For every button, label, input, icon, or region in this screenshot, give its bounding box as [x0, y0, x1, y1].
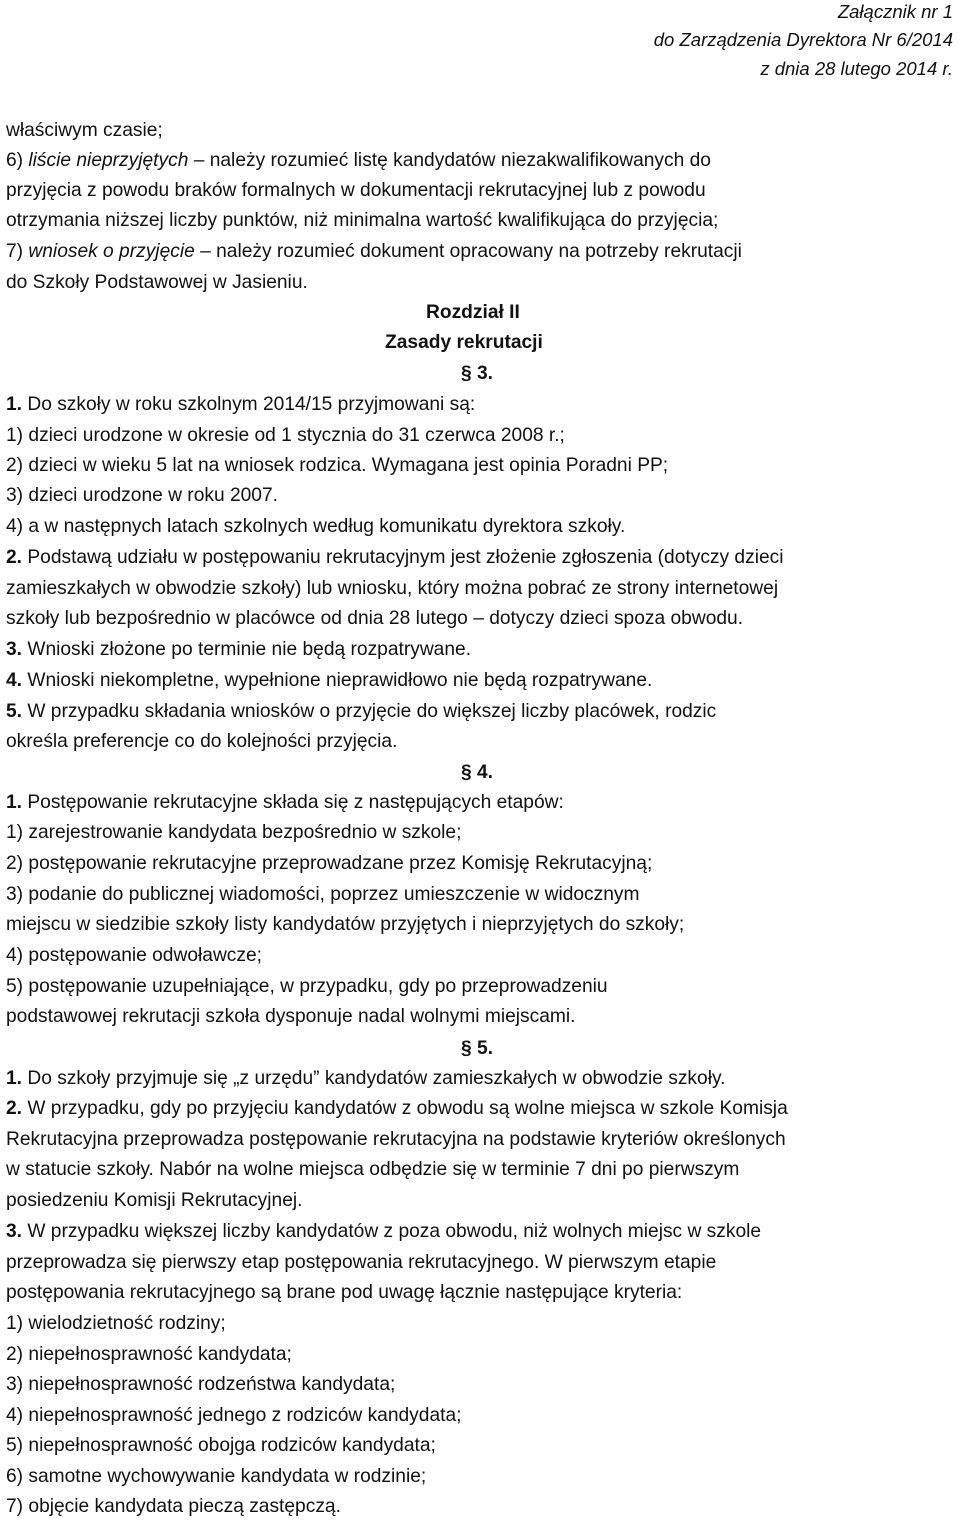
- text-line: szkoły lub bezpośrednio w placówce od dnia 28 lutego – dotyczy dzieci spoza obwodu.: [6, 608, 744, 629]
- paragraph: 5. W przypadku składania wniosków o przyjęcie do większej liczby placówek, rodzic: [6, 701, 717, 722]
- section-heading: § 4.: [461, 762, 494, 783]
- section-heading: § 3.: [461, 363, 494, 384]
- paragraph: 2. Podstawą udziału w postępowaniu rekrutacyjnym jest złożenie zgłoszenia (dotyczy dzieci: [6, 547, 784, 568]
- criterion-item: 5) niepełnosprawność obojga rodziców kandydata;: [6, 1435, 436, 1456]
- text-line: otrzymania niższej liczby punktów, niż minimalna wartość kwalifikująca do przyjęcia;: [6, 210, 719, 231]
- list-item: 3) podanie do publicznej wiadomości, poprzez umieszczenie w widocznym: [6, 884, 640, 905]
- list-item: 5) postępowanie uzupełniające, w przypadku, gdy po przeprowadzeniu: [6, 976, 608, 997]
- paragraph: 1. Do szkoły w roku szkolnym 2014/15 przyjmowani są:: [6, 394, 476, 415]
- text-line: w statucie szkoły. Nabór na wolne miejsca odbędzie się w terminie 7 dni po pierwszym: [6, 1159, 740, 1180]
- list-item: 4) a w następnych latach szkolnych według komunikatu dyrektora szkoły.: [6, 516, 626, 537]
- text-line: do Szkoły Podstawowej w Jasieniu.: [6, 272, 308, 293]
- criterion-item: 7) objęcie kandydata pieczą zastępczą.: [6, 1496, 341, 1517]
- list-item: 1) zarejestrowanie kandydata bezpośrednio w szkole;: [6, 822, 462, 843]
- header-line-1: Załącznik nr 1: [837, 1, 953, 22]
- list-item: 1) dzieci urodzone w okresie od 1 stycznia do 31 czerwca 2008 r.;: [6, 425, 565, 446]
- list-item: 2) postępowanie rekrutacyjne przeprowadzane przez Komisję Rekrutacyjną;: [6, 853, 653, 874]
- text-line: 6) liście nieprzyjętych – należy rozumieć listę kandydatów niezakwalifikowanych do: [6, 150, 711, 171]
- header-line-3: z dnia 28 lutego 2014 r.: [760, 58, 953, 79]
- text-line: podstawowej rekrutacji szkoła dysponuje nadal wolnymi miejscami.: [6, 1006, 576, 1027]
- paragraph: 4. Wnioski niekompletne, wypełnione nieprawidłowo nie będą rozpatrywane.: [6, 670, 653, 691]
- criterion-item: 1) wielodzietność rodziny;: [6, 1313, 226, 1334]
- paragraph: 3. W przypadku większej liczby kandydatów z poza obwodu, niż wolnych miejsc w szkole: [6, 1221, 762, 1242]
- text-line: miejscu w siedzibie szkoły listy kandydatów przyjętych i nieprzyjętych do szkoły;: [6, 914, 685, 935]
- text-line: postępowania rekrutacyjnego są brane pod uwagę łącznie następujące kryteria:: [6, 1282, 683, 1303]
- criterion-item: 2) niepełnosprawność kandydata;: [6, 1344, 292, 1365]
- chapter-title: Rozdział II: [426, 302, 520, 323]
- text-line: przyjęcia z powodu braków formalnych w dokumentacji rekrutacyjnej lub z powodu: [6, 180, 706, 201]
- paragraph: 1. Do szkoły przyjmuje się „z urzędu” kandydatów zamieszkałych w obwodzie szkoły.: [6, 1068, 726, 1089]
- paragraph: 1. Postępowanie rekrutacyjne składa się z następujących etapów:: [6, 792, 564, 813]
- chapter-subtitle: Zasady rekrutacji: [385, 332, 543, 353]
- header-line-2: do Zarządzenia Dyrektora Nr 6/2014: [653, 29, 953, 50]
- list-item: 4) postępowanie odwoławcze;: [6, 945, 262, 966]
- text-line: 7) wniosek o przyjęcie – należy rozumieć dokument opracowany na potrzeby rekrutacji: [6, 241, 742, 262]
- criterion-item: 4) niepełnosprawność jednego z rodziców kandydata;: [6, 1405, 462, 1426]
- list-item: 2) dzieci w wieku 5 lat na wniosek rodzica. Wymagana jest opinia Poradni PP;: [6, 455, 669, 476]
- criterion-item: 3) niepełnosprawność rodzeństwa kandydata;: [6, 1374, 396, 1395]
- text-line: właściwym czasie;: [6, 120, 163, 141]
- text-line: Rekrutacyjna przeprowadza postępowanie rekrutacyjna na podstawie kryteriów określonych: [6, 1129, 786, 1150]
- list-item: 3) dzieci urodzone w roku 2007.: [6, 485, 278, 506]
- text-line: zamieszkałych w obwodzie szkoły) lub wniosku, który można pobrać ze strony internetowej: [6, 578, 779, 599]
- text-line: posiedzeniu Komisji Rekrutacyjnej.: [6, 1190, 303, 1211]
- text-line: określa preferencje co do kolejności przyjęcia.: [6, 731, 398, 752]
- paragraph: 3. Wnioski złożone po terminie nie będą rozpatrywane.: [6, 639, 472, 660]
- criterion-item: 6) samotne wychowywanie kandydata w rodzinie;: [6, 1466, 427, 1487]
- text-line: przeprowadza się pierwszy etap postępowania rekrutacyjnego. W pierwszym etapie: [6, 1252, 717, 1273]
- section-heading: § 5.: [461, 1038, 494, 1059]
- paragraph: 2. W przypadku, gdy po przyjęciu kandydatów z obwodu są wolne miejsca w szkole Komisja: [6, 1098, 788, 1119]
